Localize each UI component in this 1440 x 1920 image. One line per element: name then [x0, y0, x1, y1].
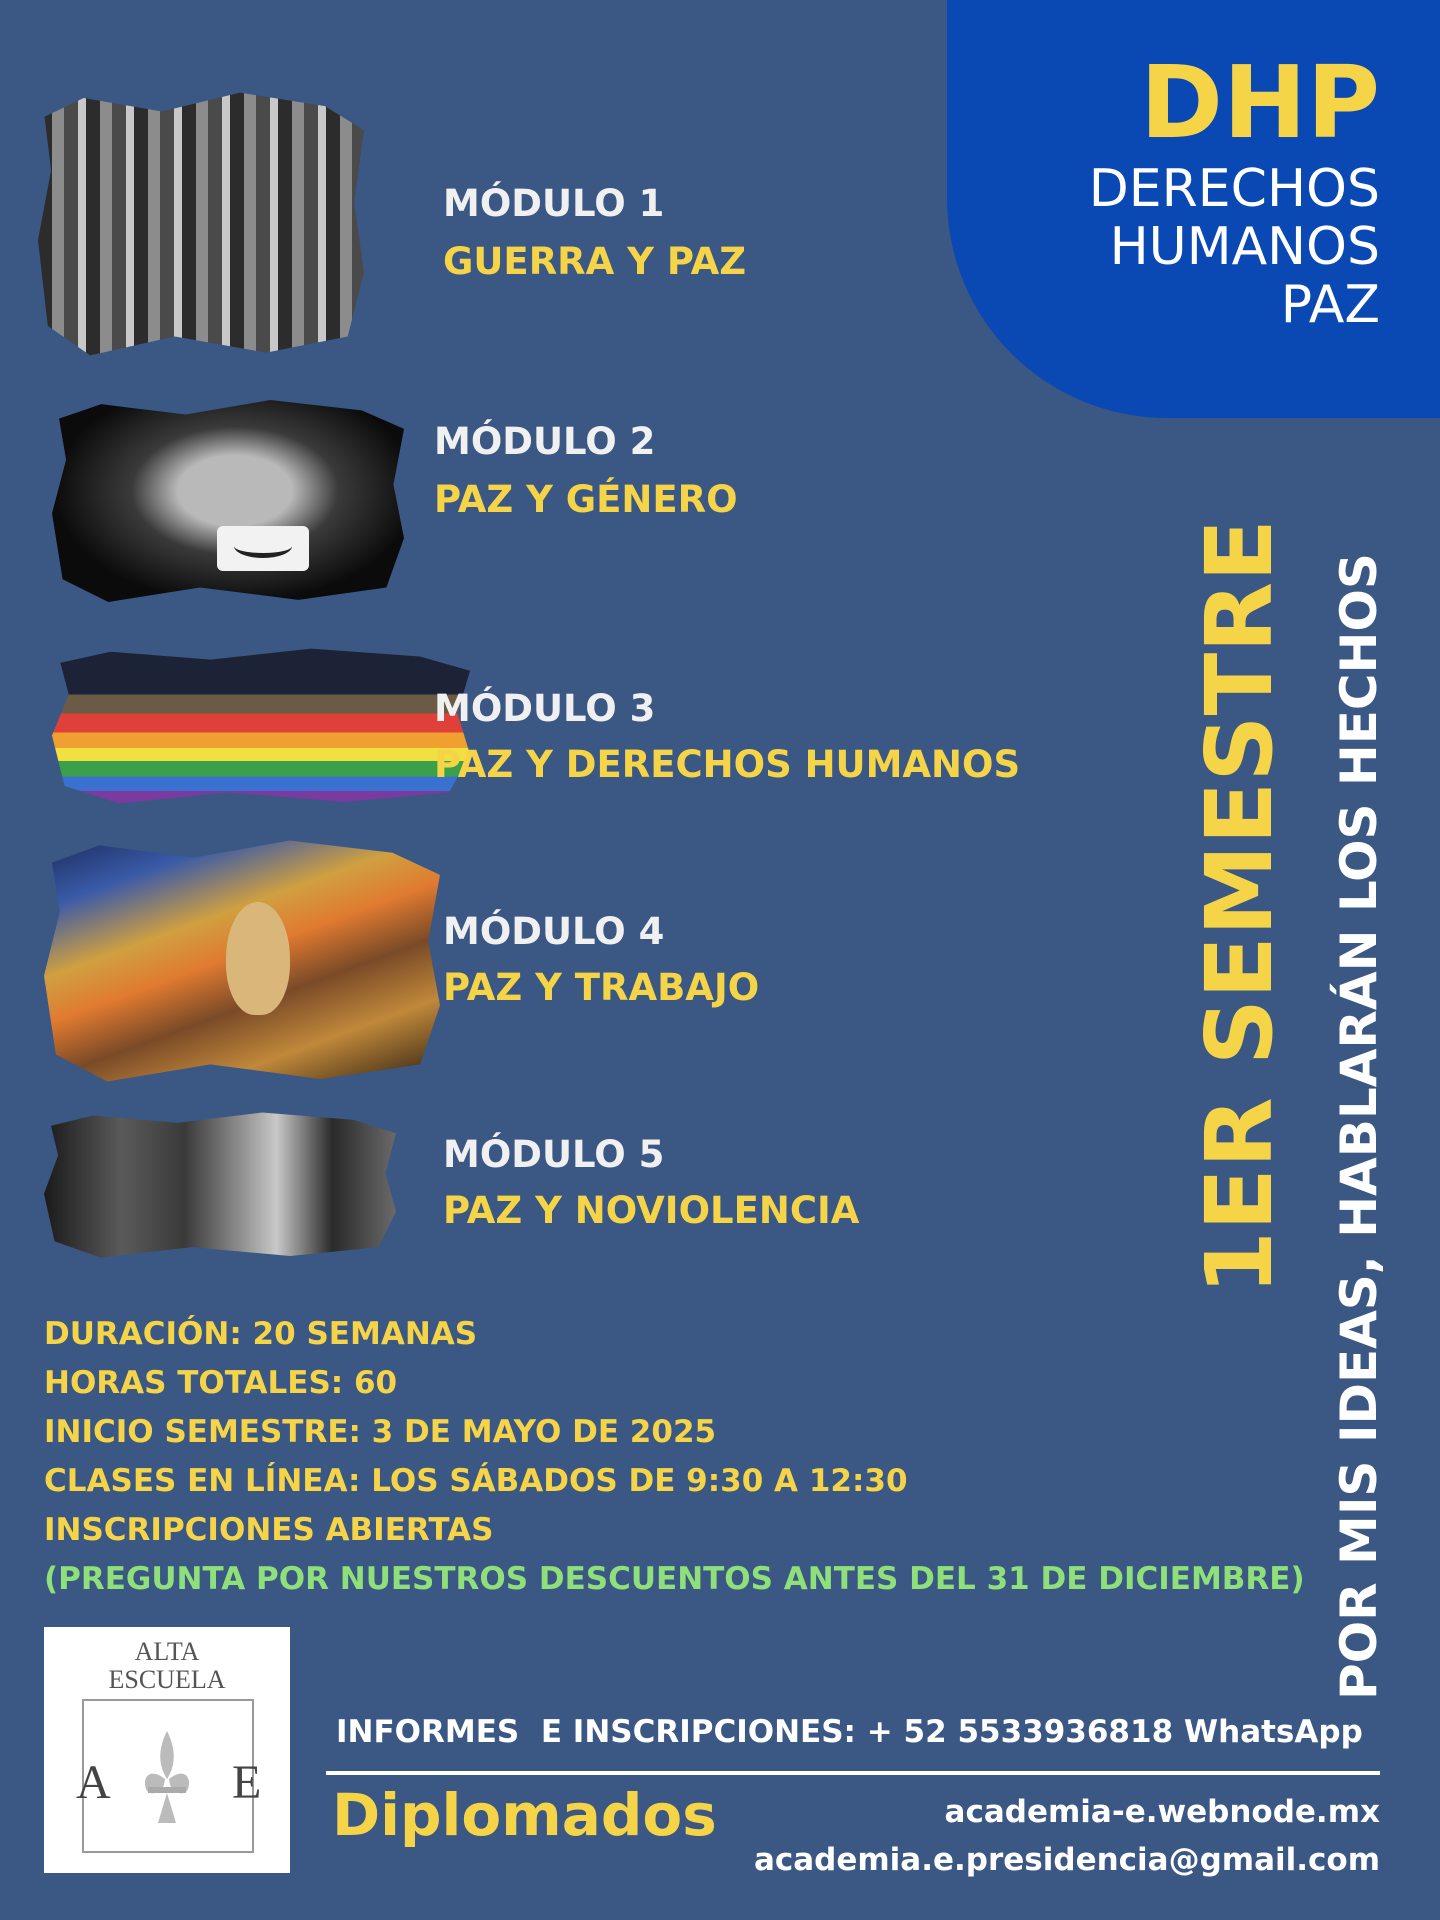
duration-text: DURACIÓN: 20 SEMANAS [44, 1316, 478, 1352]
subtitle-line: PAZ [1280, 275, 1380, 335]
program-type: Diplomados [332, 1781, 717, 1849]
writer-photo [44, 1111, 396, 1259]
program-subtitle [1000, 160, 1380, 334]
scream-painting [44, 838, 440, 1084]
scream-face-icon [226, 902, 289, 1015]
program-acronym: DHP [1140, 44, 1380, 161]
email-link[interactable]: academia.e.presidencia@gmail.com [753, 1842, 1380, 1878]
module-2-label: MÓDULO 2 [434, 420, 656, 463]
crying-woman-photo [52, 398, 404, 604]
rainbow-flag-photo [52, 647, 470, 805]
fleur-de-lis-icon [140, 1727, 194, 1827]
slogan-text: POR MIS IDEAS, HABLARÁN LOS HECHOS [1330, 553, 1388, 1700]
semester-heading: 1ER SEMESTRE [1186, 519, 1293, 1295]
module-3-label: MÓDULO 3 [434, 687, 656, 730]
module-5-label: MÓDULO 5 [443, 1133, 665, 1176]
module-5-title: PAZ Y NOVIOLENCIA [443, 1189, 860, 1232]
logo-text-line1: ALTA [134, 1637, 200, 1666]
module-1-title: GUERRA Y PAZ [443, 240, 747, 283]
contact-info: INFORMES E INSCRIPCIONES: + 52 5533936818 WhatsApp [336, 1714, 1363, 1750]
module-4-label: MÓDULO 4 [443, 910, 665, 953]
course-info [44, 1310, 1305, 1604]
subtitle-line: DERECHOS [1088, 159, 1380, 219]
hours-text: HORAS TOTALES: 60 [44, 1365, 398, 1401]
module-1-label: MÓDULO 1 [443, 182, 665, 225]
module-5-image [44, 1111, 396, 1259]
module-4-title: PAZ Y TRABAJO [443, 966, 760, 1009]
module-4-image [44, 838, 440, 1084]
subtitle-line: HUMANOS [1109, 217, 1380, 277]
discount-text: (PREGUNTA POR NUESTROS DESCUENTOS ANTES DEL 31 DE DICIEMBRE) [44, 1561, 1305, 1597]
module-1-image [38, 90, 364, 358]
module-2-image [52, 398, 404, 604]
enrollment-text: INSCRIPCIONES ABIERTAS [44, 1512, 494, 1548]
logo-letter-a: A [76, 1756, 111, 1809]
logo-text-line2: ESCUELA [108, 1665, 226, 1694]
module-2-title: PAZ Y GÉNERO [434, 478, 738, 521]
logo-letter-e: E [232, 1756, 262, 1809]
alta-escuela-logo [44, 1627, 290, 1873]
module-3-image [52, 647, 470, 805]
footer-divider [326, 1771, 1380, 1775]
class-schedule-text: CLASES EN LÍNEA: LOS SÁBADOS DE 9:30 A 12:30 [44, 1463, 908, 1499]
website-link[interactable]: academia-e.webnode.mx [944, 1794, 1380, 1830]
paper-smile-icon [217, 526, 309, 571]
crowd-photo [38, 90, 364, 358]
start-date-text: INICIO SEMESTRE: 3 DE MAYO DE 2025 [44, 1414, 717, 1450]
module-3-title: PAZ Y DERECHOS HUMANOS [434, 743, 1021, 786]
